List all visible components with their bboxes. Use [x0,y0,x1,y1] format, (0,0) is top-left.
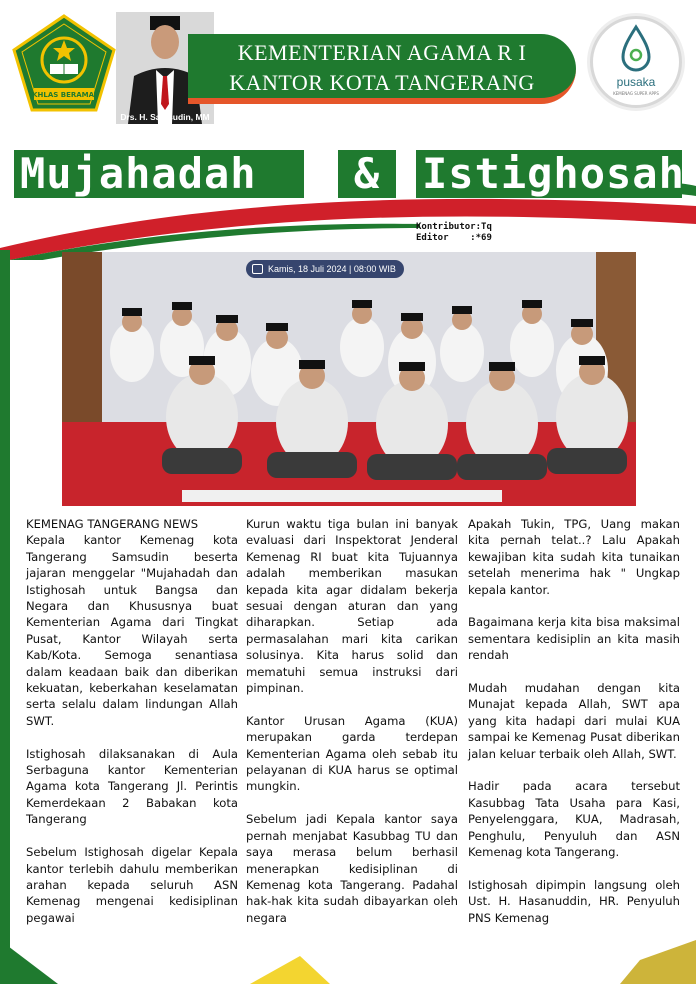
title-ampersand: & [338,150,396,198]
editor-credit: Editor :*69 [416,233,492,243]
article-credits [416,222,492,244]
title-word-1: Mujahadah [14,150,304,198]
title-word-2: Istighosah [416,150,682,198]
pusaka-label: pusaka [616,75,656,89]
office-name: KANTOR KOTA TANGERANG [229,70,535,95]
paragraph: Sebelum jadi Kepala kantor saya pernah menjabat Kasubbag TU dan saya merasa belum berhasil menerapkan kedisiplinan di Kemenag kota Tangerang. Padahal hak-hak kita sudah dibayarkan oleh negara [246,812,458,925]
article-column-3 [468,516,680,942]
article-column-2 [246,516,458,943]
paragraph: Apakah Tukin, TPG, Uang makan kita pernah telat..? Lalu Apakah kewajiban kita sudah kita tunaikan setelah menerima hak " Ungkap kepala kantor. [468,517,680,597]
event-photo-illustration [62,252,636,506]
paragraph: Kurun waktu tiga bulan ini banyak evaluasi dari Inspektorat Jenderal Kemenag RI buat kita Tujuannya adalah memberikan masukan kepada kita agar didalam bekerja sesuai dengan aturan dan yang diharapkan. Setiap ada permasalahan mari kita carikan solusinya. Kita harus solid dan mematuhi semua instruksi dari pimpinan. [246,517,458,696]
official-name: Drs. H. Samsudin, MM [120,112,210,122]
kemenag-logo [12,14,116,112]
header-band [188,34,576,104]
ministry-name: KEMENTERIAN AGAMA R I [237,40,527,65]
paragraph: Istighosah dipimpin langsung oleh Ust. H. Hasanuddin, HR. Penyuluh PNS Kemenag [468,877,680,925]
left-accent-bar [0,250,10,984]
paragraph: Hadir pada acara tersebut Kasubbag Tata Usaha para Kasi, Penyelenggara, KUA, Madrasah, Penghulu, Penyuluh dan ASN Kemenag kota Tangerang. [468,779,680,860]
news-dateline: KEMENAG TANGERANG NEWS [26,517,199,531]
paragraph: Kantor Urusan Agama (KUA) merupakan garda terdepan Kementerian Agama oleh sebab itu pelayanan di KUA harus se optimal mungkin. [246,713,458,794]
paragraph: Sebelum Istighosah digelar Kepala kantor terlebih dahulu memberikan arahan kepada seluruh ASN Kemenag mengenai kedisiplinan pegawai [26,845,238,925]
calendar-icon [252,264,263,274]
pusaka-drop-icon [593,19,679,75]
event-date-text: Kamis, 18 Juli 2024 | 08:00 WIB [268,264,396,274]
contributor-credit: Kontributor:Tq [416,222,492,232]
logo-motto: IKHLAS BERAMAL [29,91,99,99]
paragraph: Kepala kantor Kemenag kota Tangerang Samsudin beserta jajaran menggelar "Mujahadah dan Istighosah untuk Bangsa dan Negara dan Khususnya buat Kementerian Agama dari Tingkat Pusat, Kantor Wilayah serta Kab/Kota. Semoga senantiasa dalam keadaan baik dan diberikan kekuatan, keberkahan keselamatan serta selalu dalam lindungan Allah SWT. [26,533,238,728]
paragraph: Istighosah dilaksanakan di Aula Serbaguna kantor Kementerian Agama kota Tangerang Jl. Perintis Kemerdekaan 2 Babakan kota Tangerang [26,746,238,827]
event-date-badge [246,260,404,278]
article-column-1 [26,516,238,943]
paragraph: Mudah mudahan dengan kita Munajat kepada Allah, SWT apa yang kita hadapi dari mulai KUA sampai ke Kemenag Pusat diberikan jalan keluar terbaik oleh Allah, SWT. [468,681,680,761]
pusaka-subtitle: KEMENAG SUPER APPS [613,91,659,96]
event-photo [62,252,636,506]
pusaka-logo [590,16,682,108]
paragraph: Bagaimana kerja kita bisa maksimal sementara kedisiplin an kita masih rendah [468,615,680,663]
